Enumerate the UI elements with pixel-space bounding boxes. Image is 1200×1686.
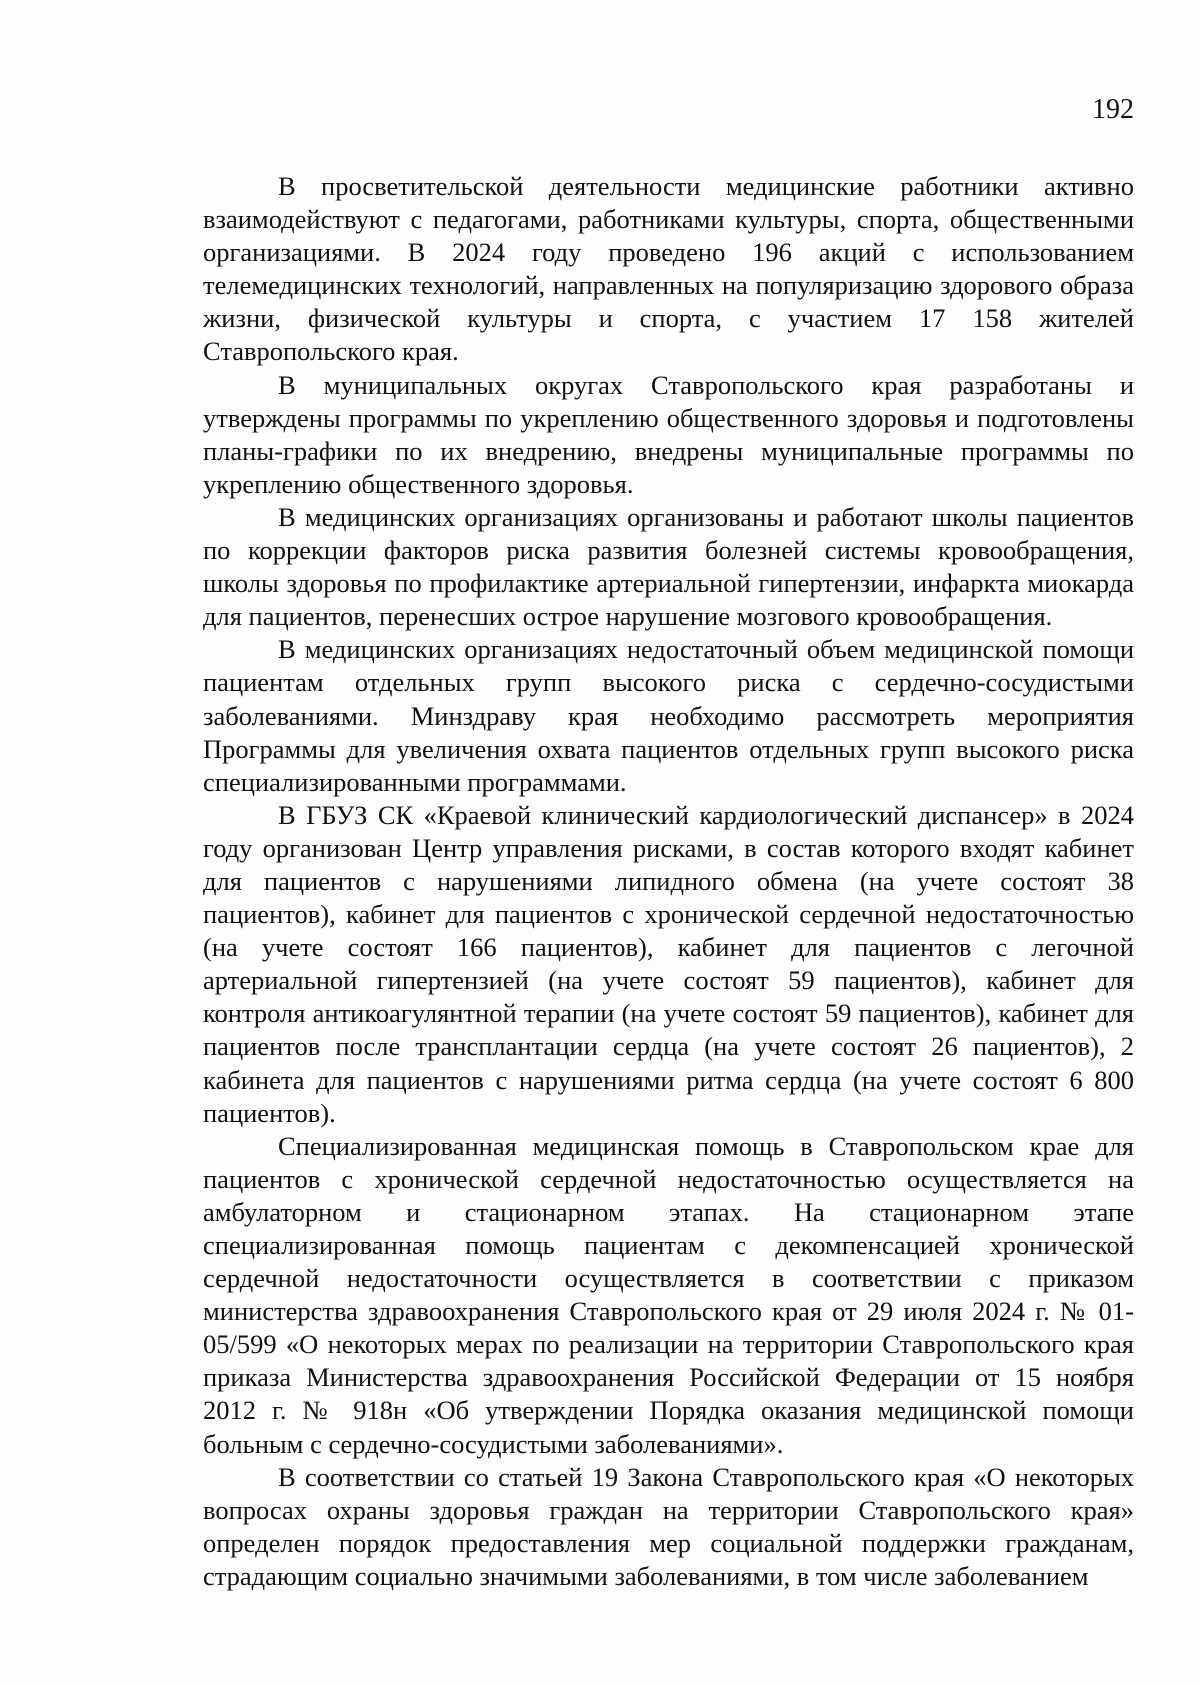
paragraph-7: В соответствии со статьей 19 Закона Ставропольского края «О некоторых вопросах охраны здоровья граждан на территории Ставропольского края» определен порядок предоставления мер социальной поддержки гражданам, страдающим социально значимыми заболеваниями, в том числе заболеванием [203,1461,1134,1591]
paragraph-2: В муниципальных округах Ставропольского края разработаны и утверждены программы по укреплению общественного здоровья и подготовлены планы-графики по их внедрению, внедрены муниципальные программы по укреплению общественного здоровья. [203,369,1134,499]
paragraph-1: В просветительской деятельности медицинские работники активно взаимодействуют с педагогами, работниками культуры, спорта, общественными организациями. В 2024 году проведено 196 акций с использованием телемедицинских технологий, направленных на популяризацию здорового образа жизни, физической культуры и спорта, с участием 17 158 жителей Ставропольского края. [203,171,1134,367]
paragraph-6: Специализированная медицинская помощь в Ставропольском крае для пациентов с хронической сердечной недостаточностью осуществляется на амбулаторном и стационарном этапах. На стационарном этапе специализированная помощь пациентам с декомпенсацией хронической сердечной недостаточности осуществляется в соответствии с приказом министерства здравоохранения Ставропольского края от 29 июля 2024 г. № 01-05/599 «О некоторых мерах по реализации на территории Ставропольского края приказа Министерства здравоохранения Российской Федерации от 15 ноября 2012 г. № 918н «Об утверждении Порядка оказания медицинской помощи больным с сердечно-сосудистыми заболеваниями». [203,1130,1134,1459]
paragraph-5: В ГБУЗ СК «Краевой клинический кардиологический диспансер» в 2024 году организован Центр управления рисками, в состав которого входят кабинет для пациентов с нарушениями липидного обмена (на учете состоят 38 пациентов), кабинет для пациентов с хронической сердечной недостаточностью (на учете состоят 166 пациентов), кабинет для пациентов с легочной артериальной гипертензией (на учете состоят 59 пациентов), кабинет для контроля антикоагулянтной терапии (на учете состоят 59 пациентов), кабинет для пациентов после трансплантации сердца (на учете состоят 26 пациентов), 2 кабинета для пациентов с нарушениями ритма сердца (на учете состоят 6 800 пациентов). [203,799,1134,1128]
page-number: 192 [1092,94,1134,125]
paragraph-4: В медицинских организациях недостаточный объем медицинской помощи пациентам отдельных групп высокого риска с сердечно-сосудистыми заболеваниями. Минздраву края необходимо рассмотреть мероприятия Программы для увеличения охвата пациентов отдельных групп высокого риска специализированными программами. [203,634,1134,797]
paragraph-3: В медицинских организациях организованы и работают школы пациентов по коррекции факторов риска развития болезней системы кровообращения, школы здоровья по профилактике артериальной гипертензии, инфаркта миокарда для пациентов, перенесших острое нарушение мозгового кровообращения. [203,501,1134,632]
document-body [203,170,1134,1593]
